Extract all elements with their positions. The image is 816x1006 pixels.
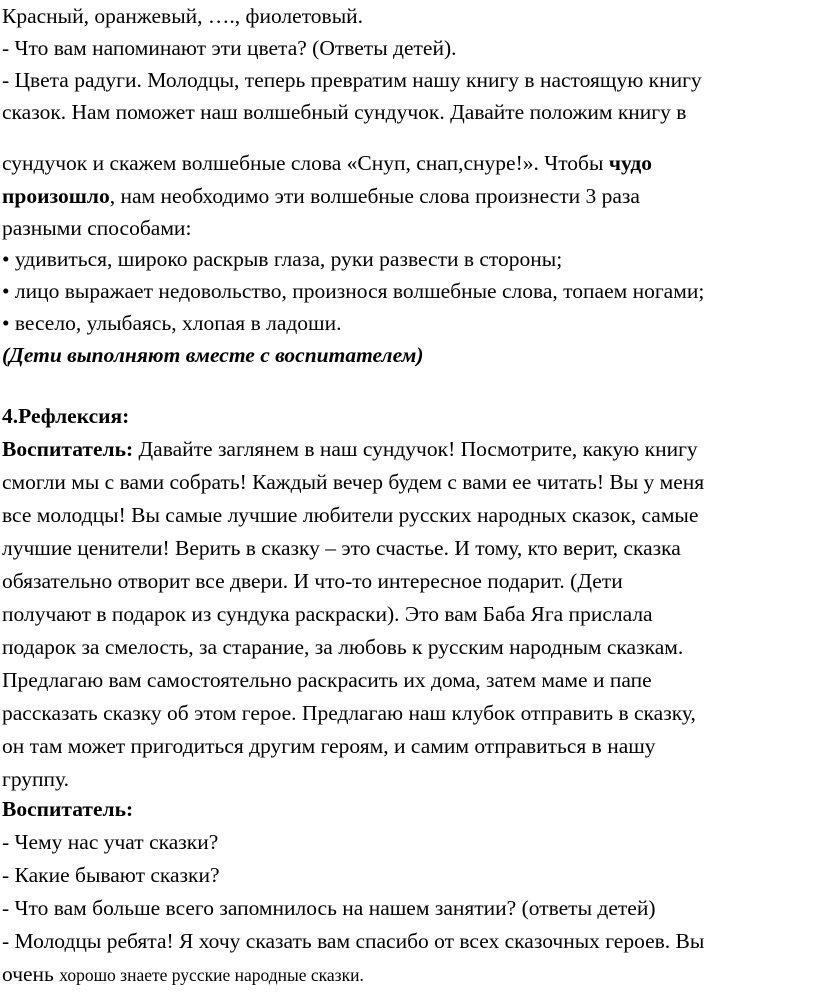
text-run-small: хорошо знаете русские народные сказки. <box>59 965 364 985</box>
text-line: все молодцы! Вы самые лучшие любители русских народных сказок, самые <box>2 503 699 527</box>
text-line: получают в подарок из сундука раскраски). Это вам Баба Яга прислала <box>2 602 653 626</box>
text-line: смогли мы с вами собрать! Каждый вечер будем с вами ее читать! Вы у меня <box>2 470 705 494</box>
question-item: - Какие бывают сказки? <box>2 863 220 887</box>
text-run: Давайте заглянем в наш сундучок! Посмотрите, какую книгу <box>133 437 698 461</box>
bold-text: произошло <box>2 184 110 208</box>
italic-note: (Дети выполняют вместе с воспитателем) <box>2 343 424 367</box>
text-line: рассказать сказку об этом герое. Предлагаю наш клубок отправить в сказку, <box>2 701 696 725</box>
question-item: - Чему нас учат сказки? <box>2 830 219 854</box>
text-line: - Что вам напоминают эти цвета? (Ответы детей). <box>2 36 457 60</box>
list-item: • удивиться, широко раскрыв глаза, руки развести в стороны; <box>2 247 563 271</box>
text-run: сундучок и скажем волшебные слова «Снуп, снап,снуре!». Чтобы <box>2 151 609 175</box>
text-line: подарок за смелость, за старание, за любовь к русским народным сказкам. <box>2 635 684 659</box>
speaker-label: Воспитатель: <box>2 437 134 461</box>
text-line: сказок. Нам поможет наш волшебный сундучок. Давайте положим книгу в <box>2 100 687 124</box>
text-line: - Цвета радуги. Молодцы, теперь превратим нашу книгу в настоящую книгу <box>2 68 702 92</box>
question-item: - Что вам больше всего запомнилось на нашем занятии? (ответы детей) <box>2 896 656 920</box>
text-line: группу. <box>2 767 70 791</box>
text-line: - Молодцы ребята! Я хочу сказать вам спасибо от всех сказочных героев. Вы <box>2 929 705 953</box>
text-line: он там может пригодиться другим героям, и самим отправиться в нашу <box>2 734 656 758</box>
text-line <box>2 147 652 180</box>
text-line <box>2 958 364 992</box>
section-heading: 4.Рефлексия: <box>2 404 130 428</box>
text-line <box>2 433 698 466</box>
text-line: Красный, оранжевый, …., фиолетовый. <box>2 4 364 28</box>
text-line: лучшие ценители! Верить в сказку – это счастье. И тому, кто верит, сказка <box>2 536 681 560</box>
bold-text: чудо <box>608 151 652 175</box>
text-line: разными способами: <box>2 216 192 240</box>
speaker-label: Воспитатель: <box>2 797 134 821</box>
list-item: • весело, улыбаясь, хлопая в ладоши. <box>2 311 342 335</box>
text-line <box>2 180 640 213</box>
text-run: очень <box>2 962 60 986</box>
text-line: Предлагаю вам самостоятельно раскрасить их дома, затем маме и папе <box>2 668 652 692</box>
text-line: обязательно отворит все двери. И что-то интересное подарит. (Дети <box>2 569 623 593</box>
text-run: , нам необходимо эти волшебные слова произнести 3 раза <box>109 184 640 208</box>
list-item: • лицо выражает недовольство, произнося волшебные слова, топаем ногами; <box>2 279 705 303</box>
